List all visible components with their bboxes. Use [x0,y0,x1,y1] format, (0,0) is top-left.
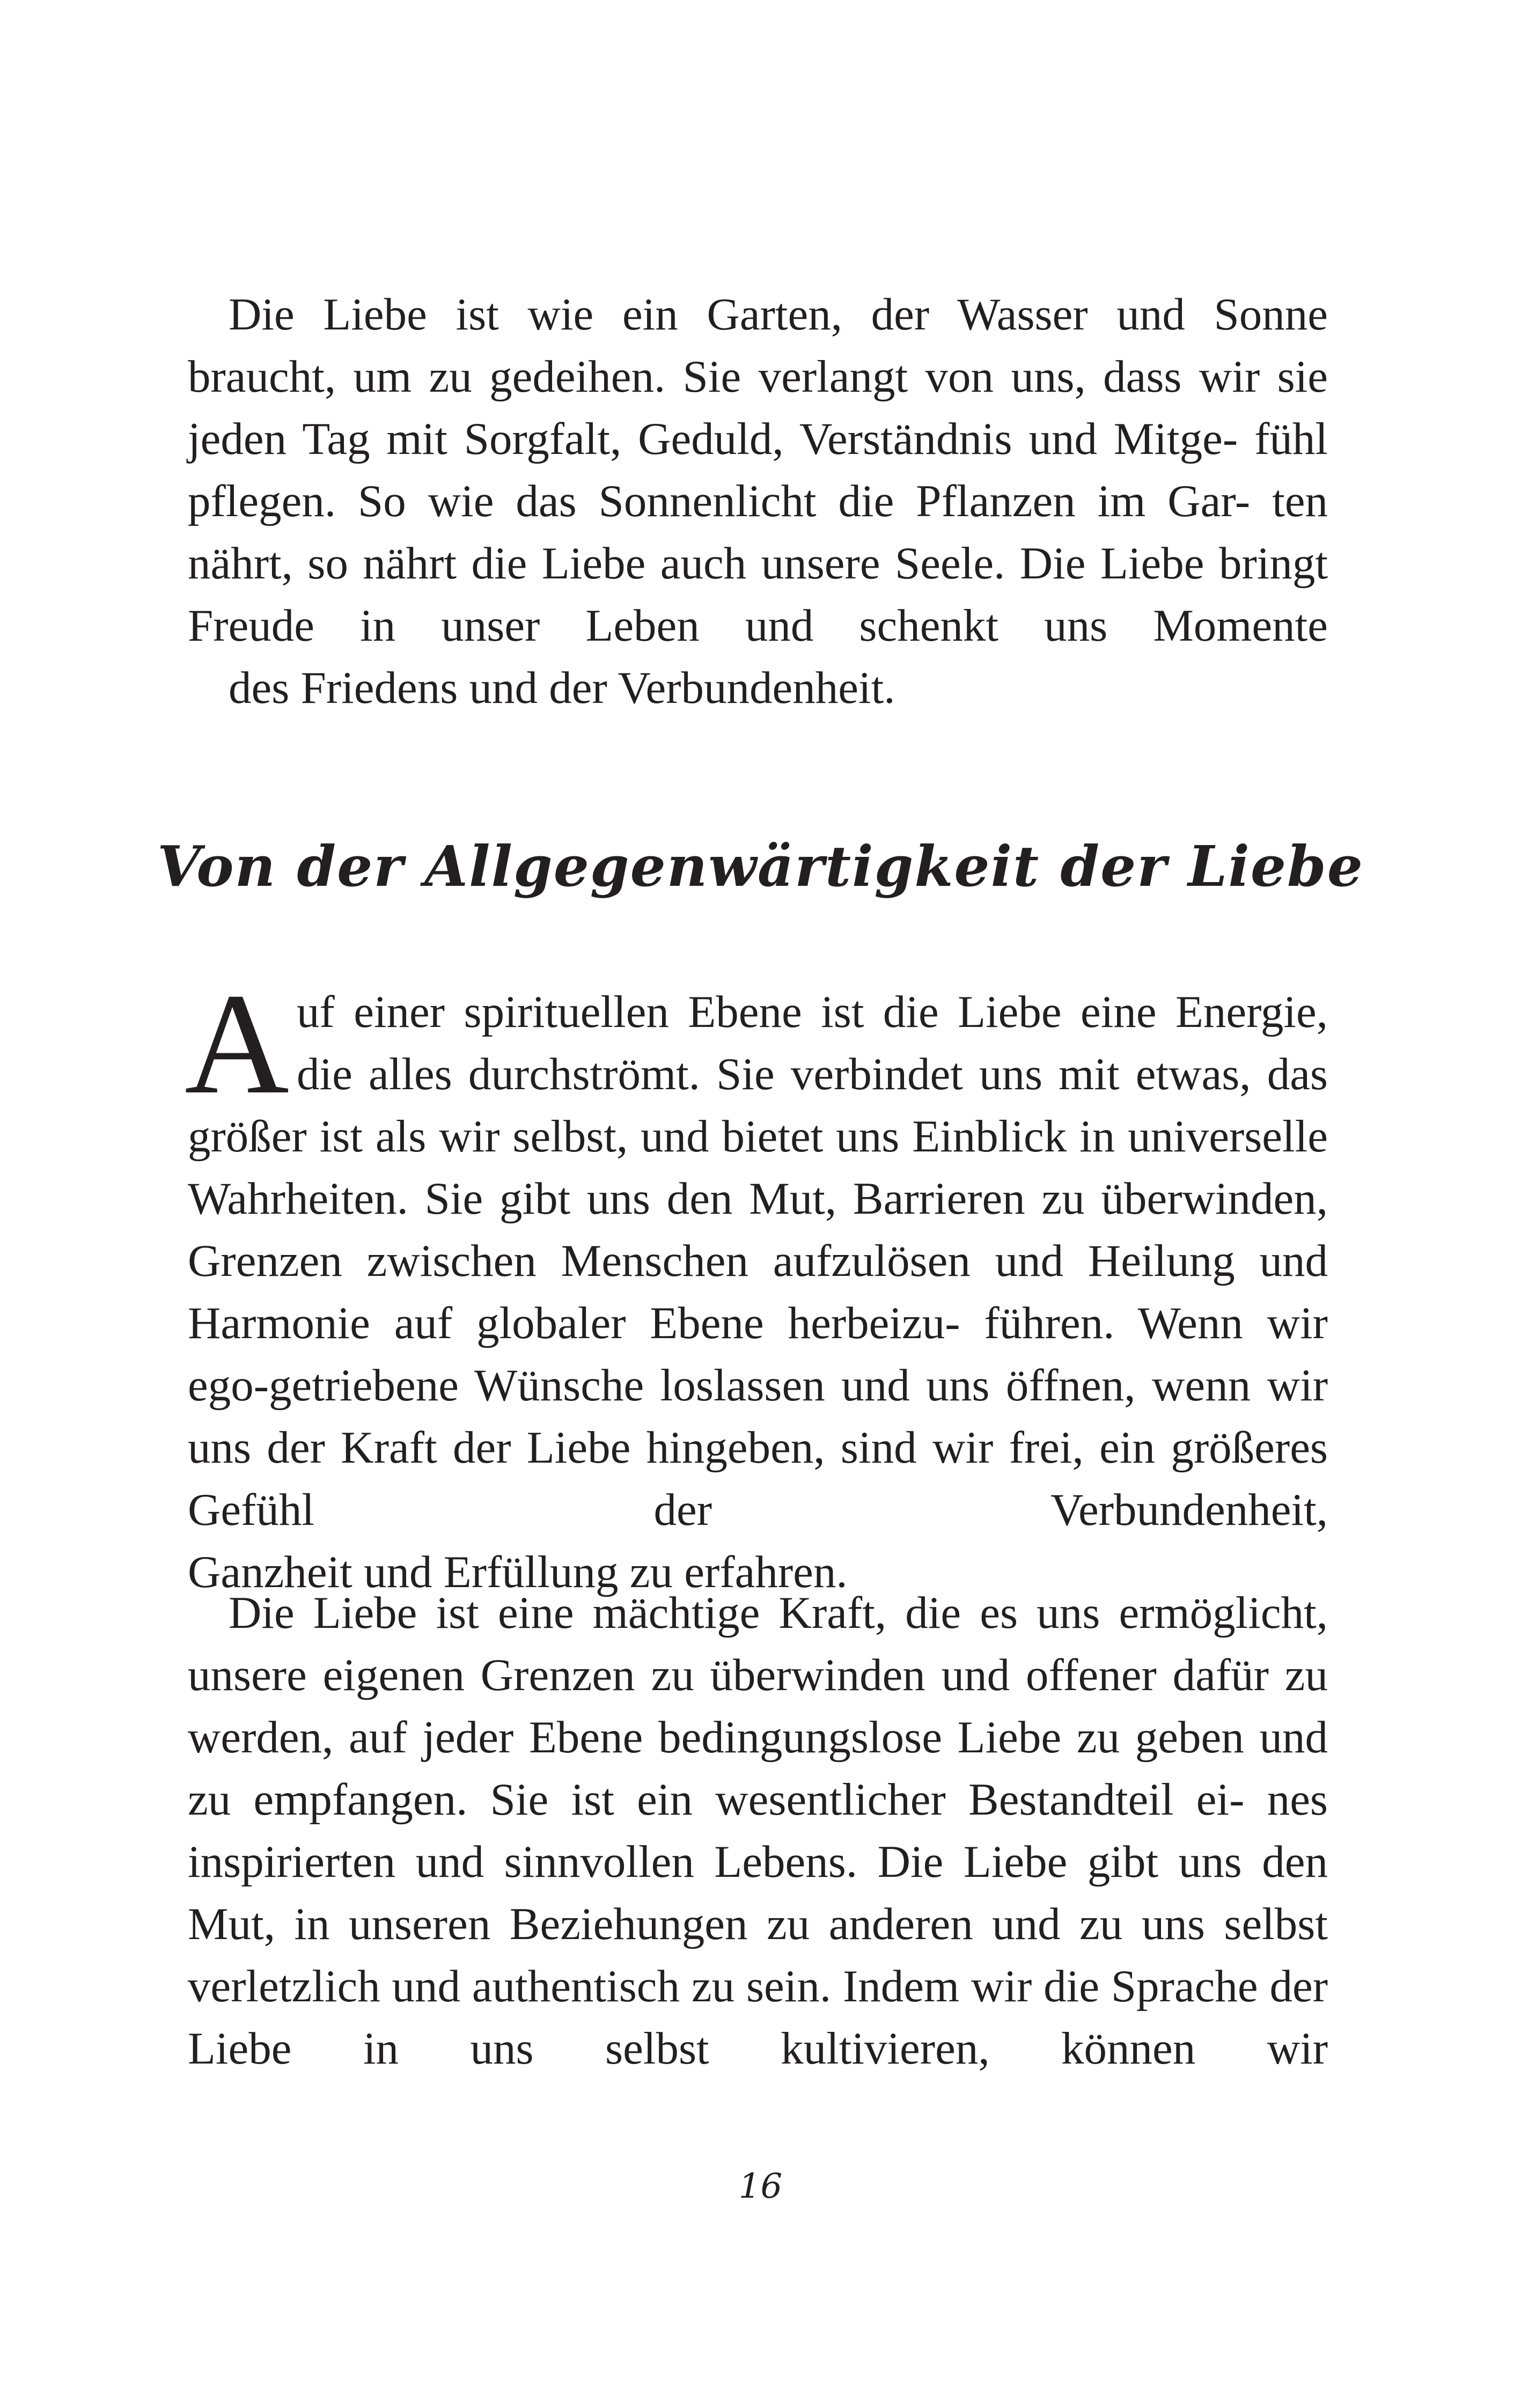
drop-cap: A [185,964,289,1124]
text-line: unsere eigenen Grenzen zu überwinden und offener dafür [188,1650,1285,1700]
paragraph-spiritual [185,964,1328,1603]
text-line: Sprache der Liebe in uns selbst kultivieren, können wir [188,1961,1328,2074]
text-line: ten nährt, so nährt die Liebe auch unsere Seele. Die Liebe [188,476,1328,589]
text-line: jeden Tag mit Sorgfalt, Geduld, Verständnis und Mitge- [188,414,1255,464]
text-line: selbst verletzlich und authentisch zu sein. Indem wir die [188,1899,1328,2011]
paragraph-garden [188,283,1328,719]
text-line-last: des Friedens und der Verbundenheit. [229,663,895,713]
text-line: die alles durchströmt. Sie verbindet uns mit etwas, [297,1049,1267,1099]
text-line: und Heilung und Harmonie auf globaler Ebene herbeizu- [188,1236,1328,1348]
text-line: uf einer spirituellen Ebene ist die Liebe eine Energie, [297,987,1328,1037]
text-line: uns öffnen, wenn wir uns der Kraft der Liebe hingeben, [188,1360,1328,1473]
text-line: bringt Freude in unser Leben und schenkt uns Momente [188,538,1328,651]
text-line: zu überwinden, Grenzen zwischen Menschen aufzulösen [188,1173,1328,1286]
section-heading: Von der Allgegenwärtigkeit der Liebe [157,833,1364,899]
text-line: den Mut, in unseren Beziehungen zu anderen und zu uns [188,1837,1328,1949]
text-line: und zu empfangen. Sie ist ein wesentlicher Bestandteil ei- [188,1712,1328,1825]
text-line: Die Liebe ist eine mächtige Kraft, die es uns ermöglicht, [229,1588,1328,1638]
page-number: 16 [738,2167,783,2206]
text-line: sind wir frei, ein größeres Gefühl der Verbundenheit, [188,1422,1328,1535]
text-line: zu werden, auf jeder Ebene bedingungslose Liebe zu geben [188,1650,1328,1763]
text-line: nes inspirierten und sinnvollen Lebens. Die Liebe gibt uns [188,1774,1328,1887]
text-line-last: Ganzheit und Erfüllung zu erfahren. [188,1547,848,1597]
text-line: fühl pflegen. So wie das Sonnenlicht die Pflanzen im Gar- [188,414,1328,526]
text-line: Die Liebe ist wie ein Garten, der Wasser und Sonne [229,289,1328,340]
text-line: führen. Wenn wir ego-getriebene Wünsche loslassen und [188,1298,1328,1411]
text-line: das größer ist als wir selbst, und bietet uns Einblick in [188,1049,1328,1162]
text-line: universelle Wahrheiten. Sie gibt uns den Mut, Barrieren [188,1111,1328,1224]
paragraph-powerful-force [188,1582,1328,2080]
text-line: braucht, um zu gedeihen. Sie verlangt von uns, dass wir sie [188,351,1328,402]
